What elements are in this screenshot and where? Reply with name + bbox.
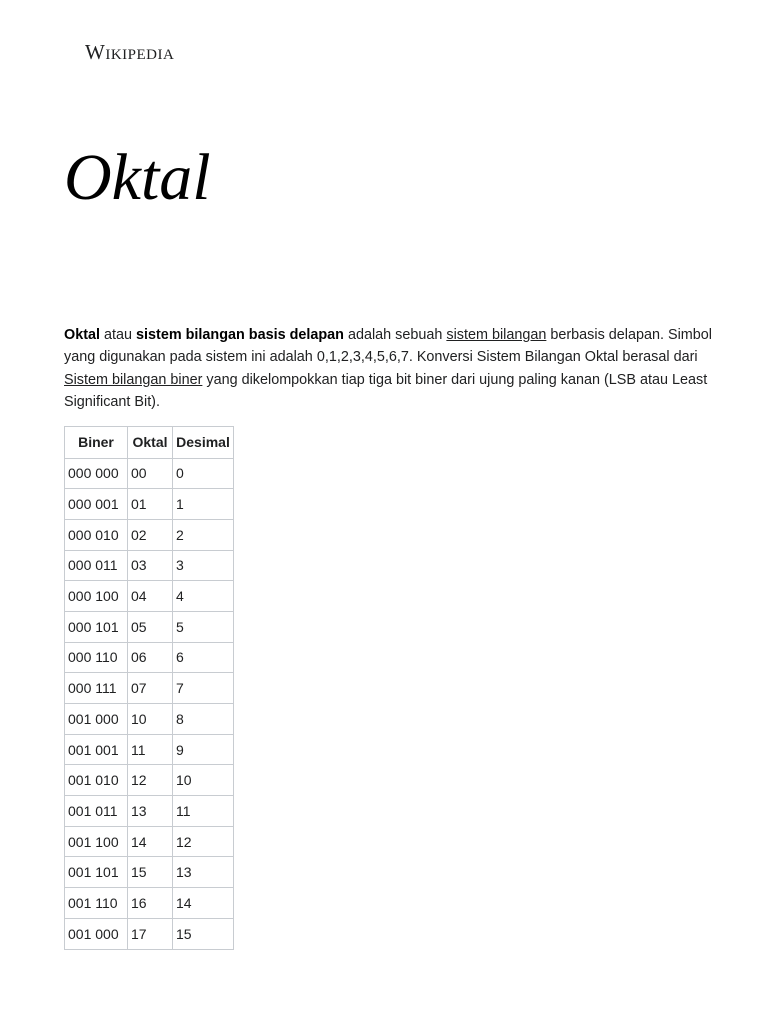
table-row <box>65 642 234 673</box>
cell-oktal: 15 <box>128 857 173 888</box>
intro-text-1: atau <box>100 327 137 343</box>
cell-desimal: 4 <box>173 581 234 612</box>
cell-oktal: 03 <box>128 550 173 581</box>
cell-desimal: 6 <box>173 642 234 673</box>
cell-biner: 000 100 <box>65 581 128 612</box>
cell-desimal: 1 <box>173 489 234 520</box>
cell-biner: 001 101 <box>65 857 128 888</box>
header-oktal: Oktal <box>128 427 173 459</box>
table-row <box>65 888 234 919</box>
table-row <box>65 489 234 520</box>
cell-desimal: 12 <box>173 826 234 857</box>
cell-biner: 000 111 <box>65 673 128 704</box>
table-row <box>65 918 234 949</box>
header-biner: Biner <box>65 427 128 459</box>
cell-oktal: 04 <box>128 581 173 612</box>
table-row <box>65 765 234 796</box>
link-sistem-bilangan-biner[interactable]: Sistem bilangan biner <box>64 371 203 388</box>
cell-oktal: 01 <box>128 489 173 520</box>
table-row <box>65 611 234 642</box>
table-header-row <box>65 427 234 459</box>
cell-desimal: 15 <box>173 918 234 949</box>
cell-desimal: 7 <box>173 673 234 704</box>
table-row <box>65 550 234 581</box>
cell-oktal: 14 <box>128 826 173 857</box>
bold-term-basis-delapan: sistem bilangan basis delapan <box>136 327 344 343</box>
cell-oktal: 17 <box>128 918 173 949</box>
cell-oktal: 06 <box>128 642 173 673</box>
cell-desimal: 9 <box>173 734 234 765</box>
cell-desimal: 10 <box>173 765 234 796</box>
cell-oktal: 12 <box>128 765 173 796</box>
intro-text-4: yang dikelompokkan tiap tiga bit biner dari ujung paling kanan (LSB atau Least Significant Bit). <box>64 371 708 410</box>
cell-oktal: 10 <box>128 704 173 735</box>
link-sistem-bilangan[interactable]: sistem bilangan <box>446 327 547 343</box>
table-row <box>65 581 234 612</box>
cell-desimal: 11 <box>173 796 234 827</box>
cell-biner: 001 000 <box>65 704 128 735</box>
cell-desimal: 13 <box>173 857 234 888</box>
cell-desimal: 14 <box>173 888 234 919</box>
table-row <box>65 734 234 765</box>
cell-biner: 001 010 <box>65 765 128 796</box>
table-row <box>65 458 234 489</box>
cell-desimal: 3 <box>173 550 234 581</box>
intro-paragraph <box>64 324 714 413</box>
cell-oktal: 11 <box>128 734 173 765</box>
cell-biner: 001 110 <box>65 888 128 919</box>
cell-biner: 000 000 <box>65 458 128 489</box>
table-row <box>65 796 234 827</box>
table-row <box>65 704 234 735</box>
wikipedia-wordmark[interactable]: Wikipedia <box>85 40 175 64</box>
cell-oktal: 02 <box>128 519 173 550</box>
bold-term-oktal: Oktal <box>64 327 100 343</box>
cell-biner: 000 001 <box>65 489 128 520</box>
cell-biner: 001 001 <box>65 734 128 765</box>
cell-oktal: 16 <box>128 888 173 919</box>
cell-desimal: 5 <box>173 611 234 642</box>
intro-text-2: adalah sebuah <box>343 327 447 343</box>
table-row <box>65 673 234 704</box>
conversion-table <box>64 426 234 950</box>
table-row <box>65 826 234 857</box>
table-row <box>65 857 234 888</box>
cell-oktal: 05 <box>128 611 173 642</box>
cell-desimal: 0 <box>173 458 234 489</box>
table-row <box>65 519 234 550</box>
cell-biner: 000 010 <box>65 519 128 550</box>
cell-biner: 000 110 <box>65 642 128 673</box>
cell-biner: 000 101 <box>65 611 128 642</box>
cell-biner: 001 000 <box>65 918 128 949</box>
cell-oktal: 07 <box>128 673 173 704</box>
cell-oktal: 13 <box>128 796 173 827</box>
cell-biner: 001 100 <box>65 826 128 857</box>
cell-oktal: 00 <box>128 458 173 489</box>
cell-biner: 000 011 <box>65 550 128 581</box>
cell-biner: 001 011 <box>65 796 128 827</box>
header-desimal: Desimal <box>173 427 234 459</box>
table-body <box>65 458 234 949</box>
cell-desimal: 8 <box>173 704 234 735</box>
cell-desimal: 2 <box>173 519 234 550</box>
page-title: Oktal <box>64 141 211 214</box>
intro-text-3: berbasis delapan. Simbol yang digunakan pada sistem ini adalah 0,1,2,3,4,5,6,7. Konversi Sistem Bilangan Oktal berasal dari <box>64 327 712 366</box>
